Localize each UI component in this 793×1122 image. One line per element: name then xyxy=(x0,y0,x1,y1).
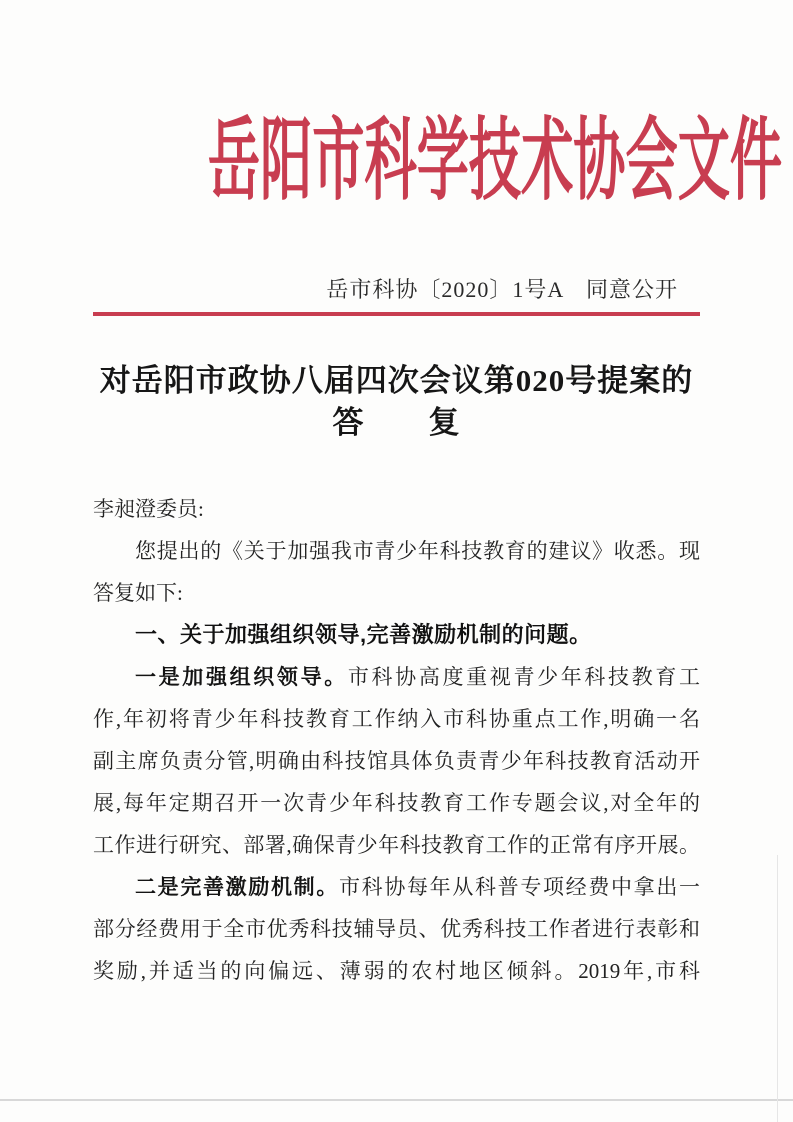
document-line-text: 市科协每年从科普专项经费中拿出一 xyxy=(339,875,700,899)
agency-red-header xyxy=(0,0,793,212)
document-title-line2: 答 复 xyxy=(332,405,461,440)
document-line: 副主席负责分管,明确由科技馆具体负责青少年科技教育活动开 xyxy=(93,749,700,773)
document-title-line1: 对岳阳市政协八届四次会议第020号提案的 xyxy=(99,363,694,398)
document-heading-line: 一、关于加强组织领导,完善激励机制的问题。 xyxy=(135,622,592,647)
document-line-lead: 二是完善激励机制。 xyxy=(135,875,339,899)
document-line: 您提出的《关于加强我市青少年科技教育的建议》收悉。现 xyxy=(135,539,700,563)
document-line: 作,年初将青少年科技教育工作纳入市科协重点工作,明确一名 xyxy=(93,707,700,731)
scan-edge-right xyxy=(777,855,778,1122)
document-line: 部分经费用于全市优秀科技辅导员、优秀科技工作者进行表彰和 xyxy=(93,917,700,941)
document-title xyxy=(0,360,793,444)
document-body xyxy=(93,488,700,992)
red-divider-line xyxy=(93,312,700,316)
agency-title-text: 岳阳市科学技术协会文件 xyxy=(207,112,783,211)
document-line-text: 市科协高度重视青少年科技教育工 xyxy=(347,665,701,689)
document-line: 工作进行研究、部署,确保青少年科技教育工作的正常有序开展。 xyxy=(93,833,700,857)
document-line: 奖励,并适当的向偏远、薄弱的农村地区倾斜。2019年,市科 xyxy=(93,959,700,983)
document-line-lead: 一是加强组织领导。 xyxy=(135,665,348,689)
document-line: 李昶澄委员: xyxy=(93,497,204,521)
document-number: 岳市科协〔2020〕1号A 同意公开 xyxy=(326,277,678,302)
document-line: 答复如下: xyxy=(93,581,183,605)
scan-edge-bottom xyxy=(0,1099,793,1101)
document-line xyxy=(93,866,700,908)
document-line: 展,每年定期召开一次青少年科技教育工作专题会议,对全年的 xyxy=(93,791,700,815)
document-line xyxy=(93,656,700,698)
